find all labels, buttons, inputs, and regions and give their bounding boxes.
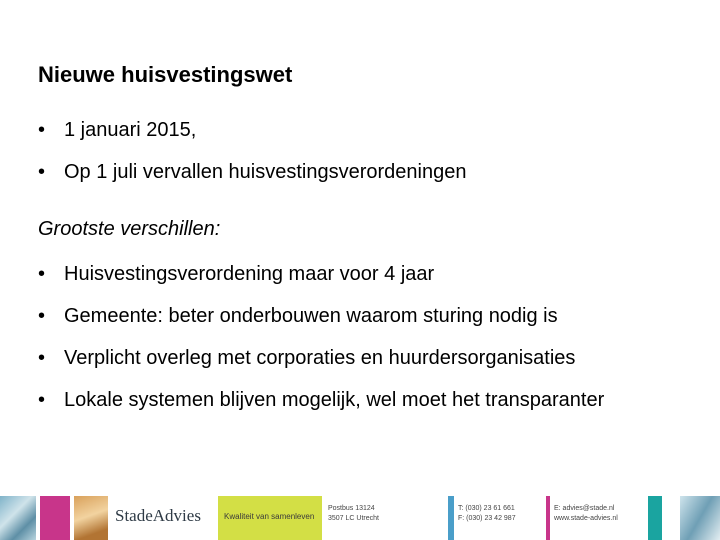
footer-color-block: [40, 496, 70, 540]
list-item: [38, 346, 624, 370]
footer-artwork-mid: [74, 496, 108, 540]
bullet-icon: •: [38, 161, 46, 183]
footer-artwork-left: [0, 496, 36, 540]
footer-color-block: [546, 496, 550, 540]
bullet-list-top: [38, 118, 466, 202]
fax-number: F: (030) 23 42 987: [458, 515, 516, 522]
slide-title: Nieuwe huisvestingswet: [38, 62, 293, 87]
footer-bar: [0, 496, 720, 540]
company-logo: StadeAdvies: [115, 506, 201, 525]
bullet-icon: •: [38, 119, 46, 141]
bullet-icon: •: [38, 389, 46, 411]
list-item-text: Huisvestingsverordening maar voor 4 jaar: [64, 263, 435, 285]
list-item-text: Verplicht overleg met corporaties en huurdersorganisaties: [64, 347, 576, 369]
list-item-text: Op 1 juli vervallen huisvestingsverordeningen: [64, 161, 467, 183]
subheading: Grootste verschillen:: [38, 218, 221, 240]
email-address: E: advies@stade.nl: [554, 505, 615, 512]
footer-color-block: [648, 496, 662, 540]
bullet-icon: •: [38, 347, 46, 369]
phone-info: [458, 504, 516, 524]
footer-color-block: [448, 496, 454, 540]
bullet-icon: •: [38, 263, 46, 285]
contact-info: [554, 504, 618, 524]
list-item: [38, 388, 624, 421]
website-url: www.stade-advies.nl: [554, 515, 618, 522]
tagline: Kwaliteit van samenleven: [224, 512, 315, 521]
list-item: [38, 262, 624, 286]
list-item: [38, 118, 466, 142]
footer-artwork-right: [680, 496, 720, 540]
phone-number: T: (030) 23 61 661: [458, 505, 515, 512]
list-item-text: Gemeente: beter onderbouwen waarom sturing nodig is: [64, 305, 558, 327]
list-item: [38, 160, 466, 184]
postal-address: [328, 504, 379, 524]
list-item-text: Lokale systemen blijven mogelijk, wel moet het transparanter: [64, 389, 605, 411]
address-line: Postbus 13124: [328, 505, 375, 512]
list-item-text: 1 januari 2015,: [64, 119, 197, 141]
address-line: 3507 LC Utrecht: [328, 515, 379, 522]
tagline-box: [218, 496, 322, 540]
bullet-list-bottom: [38, 262, 624, 439]
list-item: [38, 304, 624, 328]
bullet-icon: •: [38, 305, 46, 327]
